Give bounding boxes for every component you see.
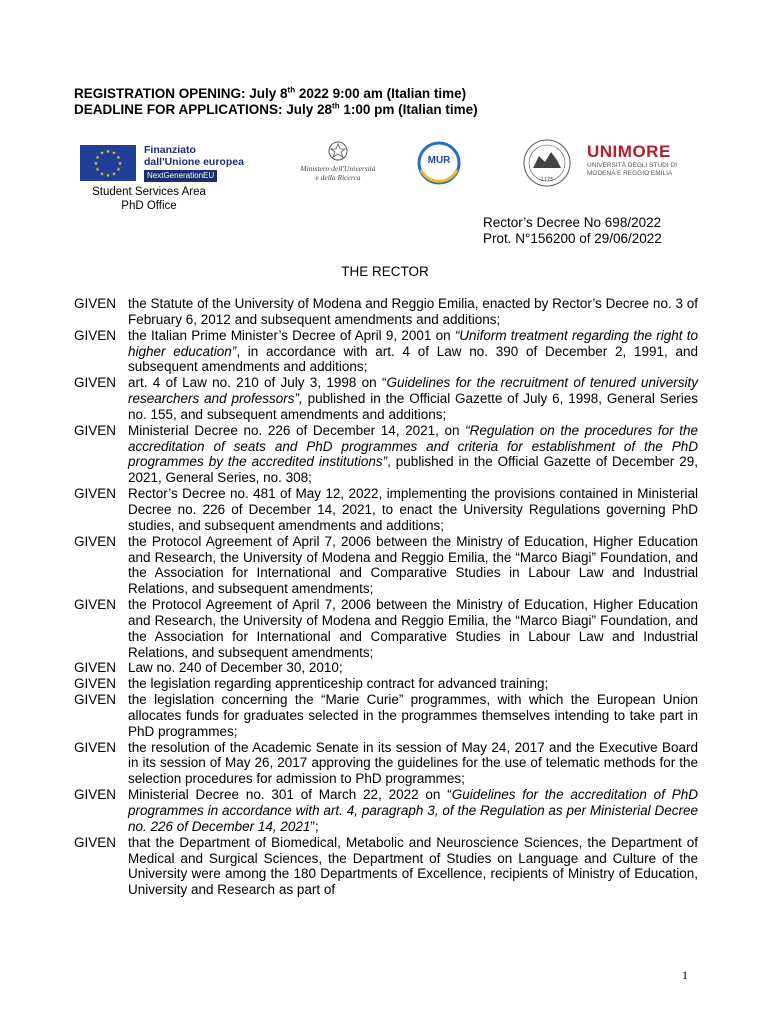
given-clause xyxy=(74,296,698,328)
svg-text:★: ★ xyxy=(95,167,100,173)
given-text: Rector’s Decree no. 481 of May 12, 2022, implementing the provisions contained in Ministerial Decree no. 226 of December 14, 2021, to enact the University Regulations governing PhD studies, and subsequent amendments and additions; xyxy=(128,486,698,533)
deadline-line: DEADLINE FOR APPLICATIONS: July 28th 1:00 pm (Italian time) xyxy=(74,101,478,117)
decree-reference: Rector’s Decree No 698/2022 Prot. N°156200 of 29/06/2022 xyxy=(483,215,662,246)
unimore-subtitle: UNIVERSITÀ DEGLI STUDI DI MODENA E REGGIO EMILIA xyxy=(587,162,677,177)
eu-nextgen-logo xyxy=(80,145,278,183)
given-clause xyxy=(74,660,698,676)
given-text: the Italian Prime Minister’s Decree of April 9, 2001 on “Uniform treatment regarding the right to higher education”, in accordance with art. 4 of Law no. 390 of December 2, 1991, and subsequent amendments and additions; xyxy=(128,327,699,375)
given-keyword: GIVEN xyxy=(74,375,117,391)
givens-list xyxy=(74,296,698,898)
given-keyword: GIVEN xyxy=(74,787,117,803)
mur-logo: MUR xyxy=(416,140,462,186)
given-text: the legislation concerning the “Marie Curie” programmes, with which the European Union allocates funds for graduates selected in the programmes themselves intending to take part in PhD programmes; xyxy=(128,692,698,739)
given-keyword: GIVEN xyxy=(74,739,117,755)
office-block: Student Services Area PhD Office xyxy=(92,186,206,212)
given-clause xyxy=(74,423,698,486)
ministry-logo: Ministero dell'Università e della Ricerca xyxy=(298,140,378,184)
page-number: 1 xyxy=(682,968,688,982)
unimore-name: UNIMORE xyxy=(587,142,671,161)
given-clause xyxy=(74,692,698,740)
given-clause xyxy=(74,486,698,534)
given-clause xyxy=(74,328,698,376)
given-keyword: GIVEN xyxy=(74,660,117,676)
given-keyword: GIVEN xyxy=(74,533,117,549)
given-text: the resolution of the Academic Senate in its session of May 24, 2017 and the Executive Board in its session of May 26, 2017 approving the guidelines for the use of telematic methods for the selection procedures for admission to PhD programmes; xyxy=(128,739,698,787)
given-keyword: GIVEN xyxy=(74,327,117,343)
registration-opening-line: REGISTRATION OPENING: July 8th 2022 9:00 am (Italian time) xyxy=(74,85,467,101)
svg-text:★: ★ xyxy=(105,173,111,179)
eu-logo-text: Finanziato dall'Unione europea NextGenerationEU xyxy=(144,144,244,180)
given-keyword: GIVEN xyxy=(74,486,117,502)
eu-flag-icon xyxy=(80,145,136,181)
svg-text:★: ★ xyxy=(116,167,121,173)
given-clause xyxy=(74,375,698,423)
given-keyword: GIVEN xyxy=(74,422,117,438)
given-text: the legislation regarding apprenticeship contract for advanced training; xyxy=(128,676,549,692)
university-seal-icon xyxy=(515,138,579,188)
given-keyword: GIVEN xyxy=(74,692,117,708)
given-clause xyxy=(74,787,698,835)
given-text: Ministerial Decree no. 226 of December 14, 2021, on “Regulation on the procedures for the accreditation of seats and PhD programmes and criteria for establishment of the PhD programmes by the accredited institutions”, published in the Official Gazette of December 29, 2021, General Series, no. 308; xyxy=(128,422,698,486)
document-title: THE RECTOR xyxy=(341,264,429,279)
given-text: the Protocol Agreement of April 7, 2006 between the Ministry of Education, Higher Education and Research, the University of Modena and Reggio Emilia, the “Marco Biagi” Foundation, and the Association for International and Comparative Studies in Labour Law and Industrial Relations, and subsequent amendments; xyxy=(128,597,698,660)
given-keyword: GIVEN xyxy=(74,834,117,850)
given-clause xyxy=(74,676,698,692)
given-clause xyxy=(74,534,698,597)
registration-header xyxy=(74,86,478,118)
given-keyword: GIVEN xyxy=(74,296,117,311)
given-clause xyxy=(74,740,698,788)
italian-emblem-icon xyxy=(298,140,378,164)
seal-year: 1175 xyxy=(540,177,554,183)
given-clause xyxy=(74,597,698,660)
given-text: the Protocol Agreement of April 7, 2006 between the Ministry of Education, Higher Education and Research, the University of Modena and Reggio Emilia, the “Marco Biagi” Foundation, and the Association for International and Comparative Studies in Labour Law and Industrial Relations, and subsequent amendments; xyxy=(128,533,698,597)
given-text: that the Department of Biomedical, Metabolic and Neuroscience Sciences, the Department of Medical and Surgical Sciences, the Department of Studies on Language and Culture of the University were among the 180 Departments of Excellence, recipients of Ministry of Education, University and Research as part of xyxy=(128,834,698,898)
svg-text:★: ★ xyxy=(99,171,105,178)
svg-text:★: ★ xyxy=(116,155,121,161)
given-clause xyxy=(74,835,698,898)
svg-text:★: ★ xyxy=(95,155,100,161)
unimore-logo xyxy=(515,138,695,188)
given-text: Ministerial Decree no. 301 of March 22, 2022 on “Guidelines for the accreditation of PhD programmes in accordance with art. 4, paragraph 3, of the Regulation as per Ministerial Decree no. 226 of December 14, 2021”; xyxy=(128,787,698,834)
svg-text:★: ★ xyxy=(111,171,117,178)
given-text: the Statute of the University of Modena and Reggio Emilia, enacted by Rector’s Decree no. 3 of February 6, 2012 and subsequent amendments and additions; xyxy=(128,296,698,327)
given-keyword: GIVEN xyxy=(74,597,117,613)
logo-strip xyxy=(0,138,770,188)
svg-text:★: ★ xyxy=(105,149,111,155)
svg-text:★: ★ xyxy=(111,150,117,157)
svg-text:★: ★ xyxy=(99,150,105,157)
given-text: art. 4 of Law no. 210 of July 3, 1998 on “Guidelines for the recruitment of tenured university researchers and professors”, published in the Official Gazette of July 6, 1998, General Series no. 155, and subsequent amendments and additions; xyxy=(128,375,699,422)
given-keyword: GIVEN xyxy=(74,676,117,692)
svg-text:★: ★ xyxy=(117,161,123,167)
given-text: Law no. 240 of December 30, 2010; xyxy=(128,660,343,676)
svg-text:★: ★ xyxy=(93,161,99,167)
